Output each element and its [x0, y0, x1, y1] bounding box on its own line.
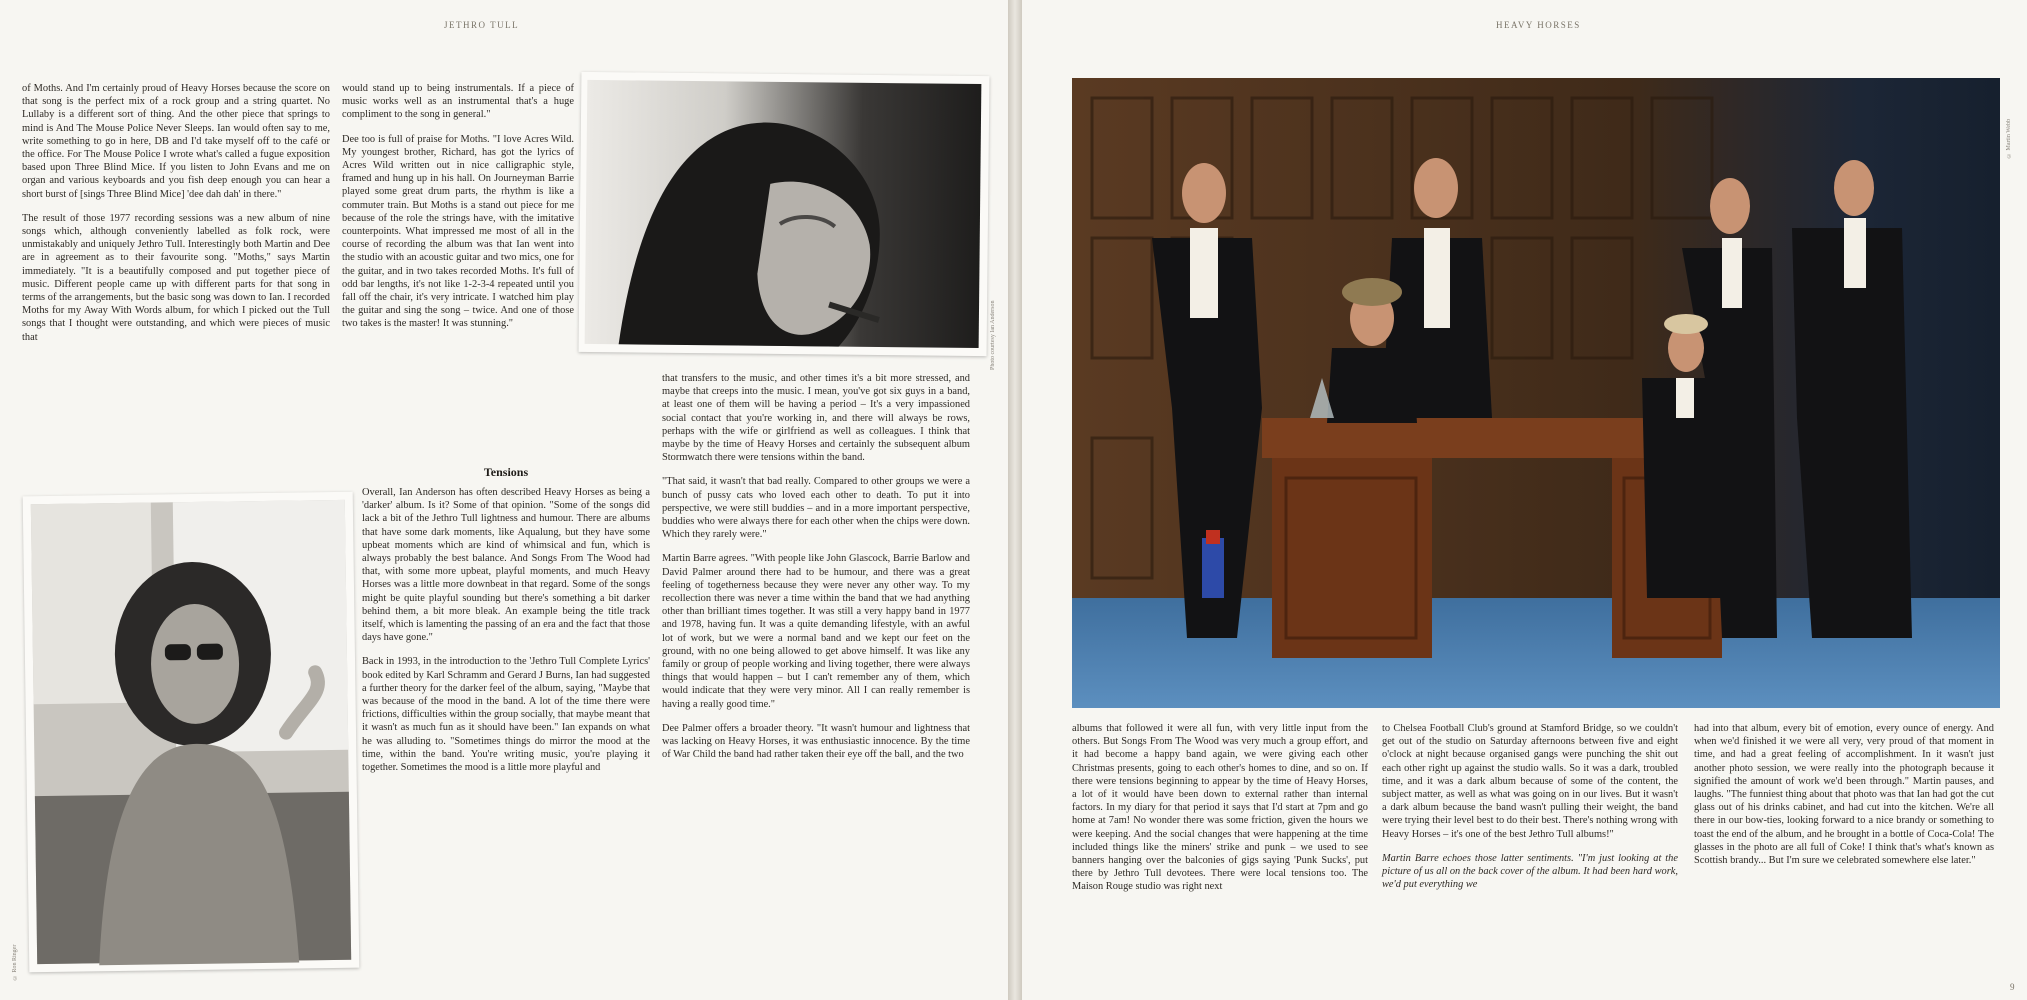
- right-column-1: [1072, 722, 1368, 992]
- photo-credit-left: © Ron Ringer: [12, 944, 18, 980]
- paragraph: Back in 1993, in the introduction to the 'Jethro Tull Complete Lyrics' book edited by Karl Schramm and Gerard J Burns, Ian had suggested a further theory for the darker feel of the album, saying, "Maybe that was because of the mood in the band. A lot of the time there were frictions, difficulties within the group socially, that maybe meant that it wasn't as much fun as it should have been." Ian expands on what he was alluding to. "Sometimes things do mirror the mood at the time, within the band. You're writing music, you're playing it together. Sometimes the mood is a little more playful and: [362, 656, 650, 774]
- running-header-right: HEAVY HORSES: [1496, 20, 1581, 30]
- left-column-1: [22, 82, 330, 472]
- right-column-3: [1694, 722, 1994, 992]
- band-photo: [1072, 78, 2000, 708]
- candid-photo-bottom: [23, 492, 360, 973]
- paragraph: Dee Palmer offers a broader theory. "It wasn't humour and lightness that was lacking on Heavy Horses, it was enthusiastic innocence. By the time of War Child the band had rather taken their eye off the ball, and the two: [662, 722, 970, 761]
- band-photo-image: [1072, 78, 2000, 708]
- right-column-2: [1382, 722, 1678, 992]
- paragraph: that transfers to the music, and other times it's a bit more stressed, and maybe that creeps into the music. I mean, you've got six guys in a band, at least one of them will be having a period – It's a very impassioned social contact that you're working in, and there will always be rows, perhaps with the wife or girlfriend as well as colleagues. I think that maybe by the time of Heavy Horses and certainly the subsequent album Stormwatch there were tensions within the band.: [662, 373, 970, 464]
- portrait-photo-image: [579, 72, 990, 356]
- left-page: [0, 0, 1008, 1000]
- paragraph: to Chelsea Football Club's ground at Stamford Bridge, so we couldn't get out of the studio on Saturday afternoons between five and eight o'clock at night because organised gangs were punching the shit out each other right up against the studio walls. So it was a dark, troubled time, and it was a dark album because of some of the content, the subject matter, as well as what was going on in our lives. But it wasn't a dark album because the band wasn't pulling their weight, the band were trying their level best to do their best. There's nothing wrong with Heavy Horses – it's one of the best Jethro Tull albums!": [1382, 723, 1678, 840]
- paragraph: albums that followed it were all fun, with very little input from the others. But Songs From The Wood was very much a group effort, and it had become a happy band again, we were giving each other Christmas presents, going to each other's homes to dine, and so on. If there were tensions beginning to appear by the time of Heavy Horses, a lot of it would have been down to external rather than internal factors. In my diary for that period it says that I'd start at 7pm and go home at 7am! No wonder there was some friction, given the hours we were keeping. And the social changes that were happening at the time included things like the miners' strike and punk – we used to see banners hanging over the balconies of gigs saying 'Punk Sucks', put there by Jethro Tull devotees. There were local tensions too. The Maison Rouge studio was right next: [1072, 723, 1368, 893]
- running-header-left: JETHRO TULL: [444, 20, 520, 30]
- paragraph: Martin Barre agrees. "With people like John Glascock, Barrie Barlow and David Palmer around there had to be humour, and there was a great feeling of togetherness because they were never any other way. To my recollection there was never a time within the band that we had anything other than brilliant times together. It was still a very happy band in 1977 and 1978, having fun. It was a quite demanding lifestyle, with an awful lot of work, but we were a normal band and we kept our feet on the ground, with no one being allowed to get above himself. It was like any family or group of people working and living together, there were always things that would happen – but I can't remember any of them, which would indicate that they were very minor. All I can really remember is having a really good time.": [662, 553, 970, 710]
- paragraph: The result of those 1977 recording sessions was a new album of nine songs which, although conveniently labelled as folk rock, were unmistakably and uniquely Jethro Tull. Interestingly both Martin and Dee are in agreement as to their favourite song. "Moths," says Martin immediately. "It is a beautifully composed and put together piece of music. Different people came up with different parts for that song in terms of the arrangements, but the basic song was down to Ian. I recorded Moths for my Away With Words album, for which I picked out the Tull songs that I thought were outstanding, and which were pieces of music that: [22, 212, 330, 343]
- band-photo-credit: © Martin Webb: [2006, 118, 2012, 158]
- right-page: [1022, 0, 2027, 1000]
- paragraph: would stand up to being instrumentals. If a piece of music works well as an instrumental that's a huge compliment to the song in general.": [342, 83, 574, 121]
- paragraph: Dee too is full of praise for Moths. "I love Acres Wild. My youngest brother, Richard, has got the lyrics of Acres Wild written out in nice calligraphic style, framed and hung up in his hall. On Journeyman Barrie played some great drum parts, the rhythm is like a commuter train. But Moths is a stand out piece for me because of the role the strings have, with the imitative counterpoints. What impressed me most of all in the course of recording the album was that Ian went into the studio with an acoustic guitar and two mics, one for the guitar, and in two takes recorded Moths. It's full of odd bar lengths, it's not like 1-2-3-4 repeated until you fall off the chair, it's very intricate. I watched him play the guitar and sing the song – twice. And one of those two takes is the master! It was stunning.": [342, 133, 574, 330]
- page-gutter: [1008, 0, 1022, 1000]
- left-column-3: [662, 372, 970, 992]
- paragraph: had into that album, every bit of emotion, every ounce of energy. And when we'd finished it we were all very, very proud of that moment in time, and had a great feeling of accomplishment. In it wasn't just another photo session, we were really into the photograph because it signified the amount of work we'd been through." Martin pauses, and laughs. "The funniest thing about that photo was that Ian had got the cut glass out of his drinks cabinet, and had cut into the kitchen. We're all there in our bow-ties, looking forward to a nice brandy or something to toast the end of the album, and he brought in a bottle of Coca-Cola! The glasses in the photo are all full of Coke! I think that's what's known as Scottish brandy... But I'm sure we celebrated somewhere else later.": [1694, 723, 1994, 867]
- left-column-2-top: [342, 82, 574, 502]
- left-column-2-bottom-text: [362, 486, 650, 986]
- page-number: 9: [2010, 982, 2015, 992]
- paragraph: of Moths. And I'm certainly proud of Heavy Horses because the score on that song is the perfect mix of a rock group and a string quartet. No Lullaby is a different sort of thing. And the other piece that springs to mind is And The Mouse Police Never Sleeps. Ian would often say to me, write something to go in here, DB and I'd take myself off to the café or the office. For The Mouse Police I wrote what's called a fugue exposition based upon Three Blind Mice. If you listen to John Evans and me on organ and various keyboards and you fish deep enough you can hear a short burst of [sings Three Blind Mice] 'dee dah dah' in there.": [22, 83, 330, 200]
- paragraph: "That said, it wasn't that bad really. Compared to other groups we were a bunch of pussy cats who loved each other to death. To put it into perspective, we were still buddies – and in a more important perspective, buddies who were always there for each other when the chips were down. Which they rarely were.": [662, 476, 970, 541]
- paragraph: Overall, Ian Anderson has often described Heavy Horses as being a 'darker' album. Is it? Some of that opinion. "Some of the songs did lack a bit of the Jethro Tull lightness and humour. There are albums that have some dark moments, like Aqualung, but they have some upbeat moments which are kind of whimsical and fun, which is always probably the best balance. And Songs From The Wood had that, with some more upbeat, playful moments, and much Heavy Horses was a little more downbeat in that regard. Some of the songs might be quite playful sounding but there's something a bit darker behind them, a bit more bleak. An example being the title track itself, which is lamenting the passing of an era and the fact that those days have gone.": [362, 487, 650, 644]
- section-subhead: Tensions: [483, 465, 529, 479]
- portrait-photo-top: [579, 72, 990, 356]
- candid-photo-image: [23, 492, 360, 973]
- photo-credit-top: Photo courtesy Ian Anderson: [990, 300, 996, 370]
- paragraph: Martin Barre echoes those latter sentiments. "I'm just looking at the picture of us all on the back cover of the album. It had been hard work, we'd put everything we: [1382, 852, 1678, 891]
